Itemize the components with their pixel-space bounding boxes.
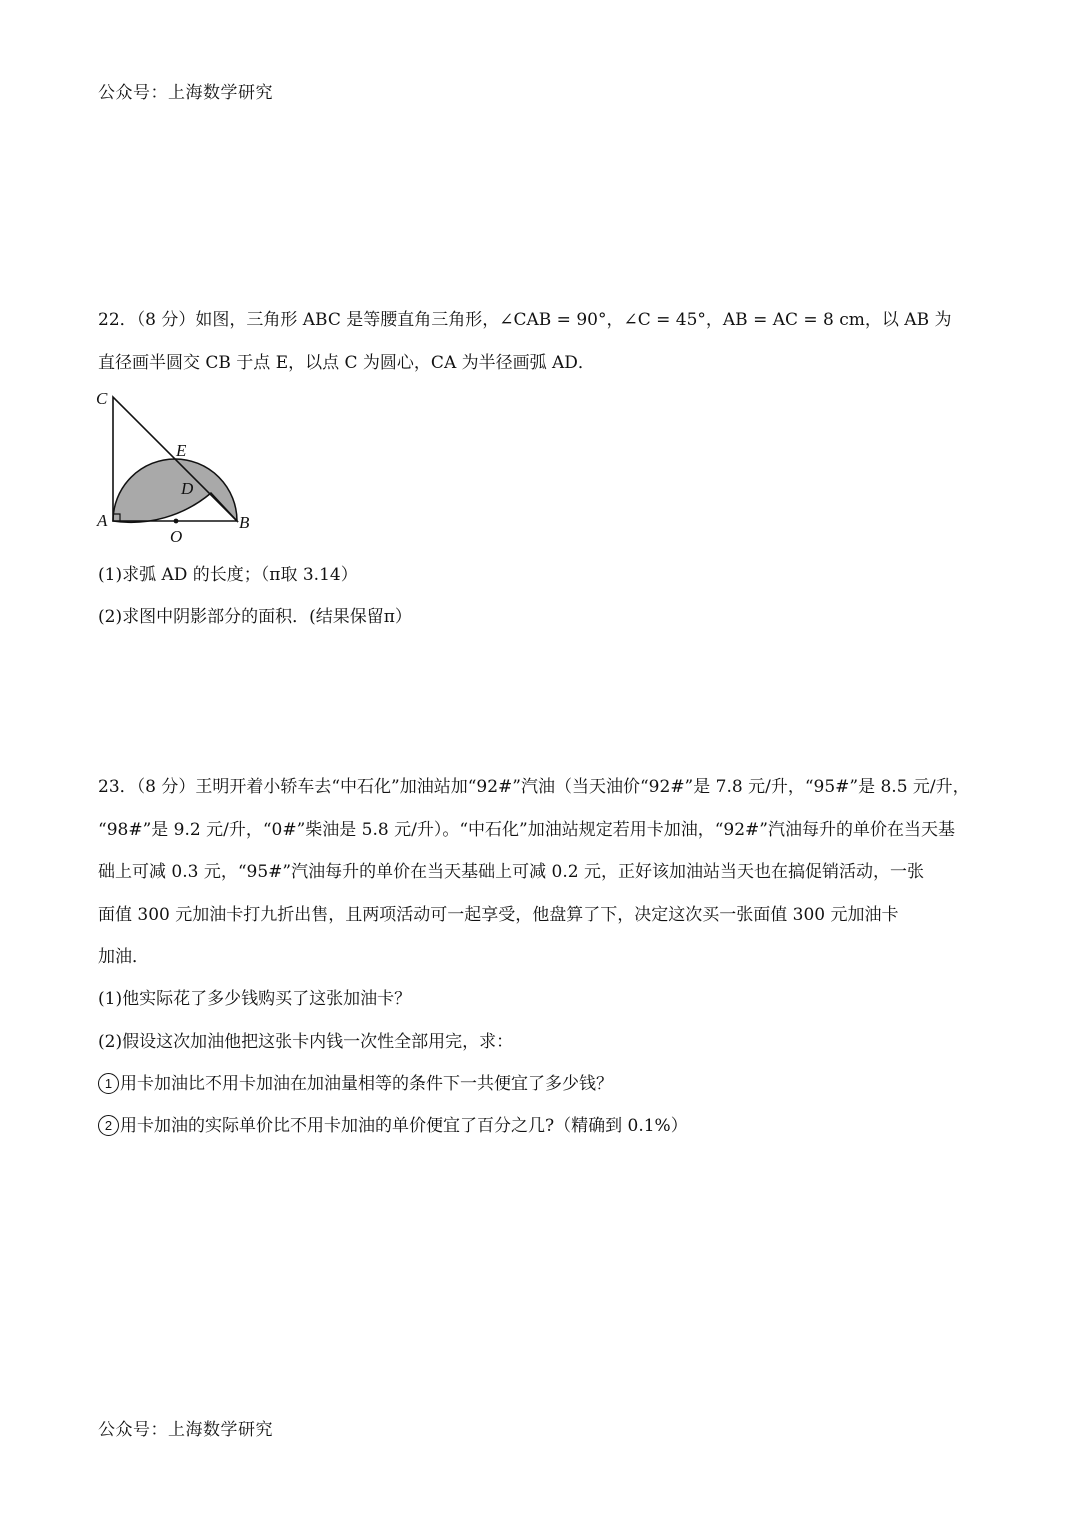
- q23-sub-2-text: 用卡加油的实际单价比不用卡加油的单价便宜了百分之几?（精确到 0.1%）: [120, 1116, 688, 1136]
- label-b: B: [239, 513, 250, 532]
- q23-part-1: (1)他实际花了多少钱购买了这张加油卡？: [98, 989, 412, 1009]
- shaded-region: [113, 459, 237, 522]
- q23-sub-2: [98, 1114, 998, 1138]
- q23-line-3: 础上可减 0.3 元，“95#”汽油每升的单价在当天基础上可减 0.2 元，正好该加油站当天也在搞促销活动，一张: [98, 862, 924, 882]
- circled-number-1: 1: [98, 1073, 119, 1094]
- label-e: E: [176, 441, 187, 460]
- q23-sub-1: [98, 1072, 998, 1096]
- page-header: 公众号：上海数学研究: [98, 83, 273, 103]
- q23-line-2: “98#”是 9.2 元/升，“0#”柴油是 5.8 元/升）。“中石化”加油站规定若用卡加油，“92#”汽油每升的单价在当天基: [98, 820, 955, 840]
- q22-part-1: (1)求弧 AD 的长度；（π取 3.14）: [98, 565, 358, 585]
- page-footer: 公众号：上海数学研究: [98, 1420, 273, 1440]
- q23-part-2: (2)假设这次加油他把这张卡内钱一次性全部用完，求：: [98, 1032, 514, 1052]
- q23-sub-1-text: 用卡加油比不用卡加油在加油量相等的条件下一共便宜了多少钱？: [120, 1074, 613, 1094]
- q23-line-5: 加油．: [98, 947, 149, 967]
- circled-number-2: 2: [98, 1115, 119, 1136]
- label-c: C: [96, 389, 108, 408]
- q22-line-1: 22．（8 分）如图，三角形 ABC 是等腰直角三角形，∠CAB = 90°，∠C = 45°，AB = AC = 8 cm，以 AB 为: [98, 310, 952, 330]
- label-o: O: [170, 527, 183, 546]
- center-point-o: [174, 519, 179, 524]
- label-a: A: [97, 511, 108, 530]
- q22-part-2: (2)求图中阴影部分的面积．(结果保留π）: [98, 607, 412, 627]
- label-d: D: [181, 479, 194, 498]
- q22-line-2: 直径画半圆交 CB 于点 E，以点 C 为圆心，CA 为半径画弧 AD．: [98, 353, 595, 373]
- q22-figure: [92, 388, 262, 548]
- q23-line-1: 23．（8 分）王明开着小轿车去“中石化”加油站加“92#”汽油（当天油价“92#”是 7.8 元/升，“95#”是 8.5 元/升，: [98, 777, 970, 797]
- q23-line-4: 面值 300 元加油卡打九折出售，且两项活动可一起享受，他盘算了下，决定这次买一张面值 300 元加油卡: [98, 905, 899, 925]
